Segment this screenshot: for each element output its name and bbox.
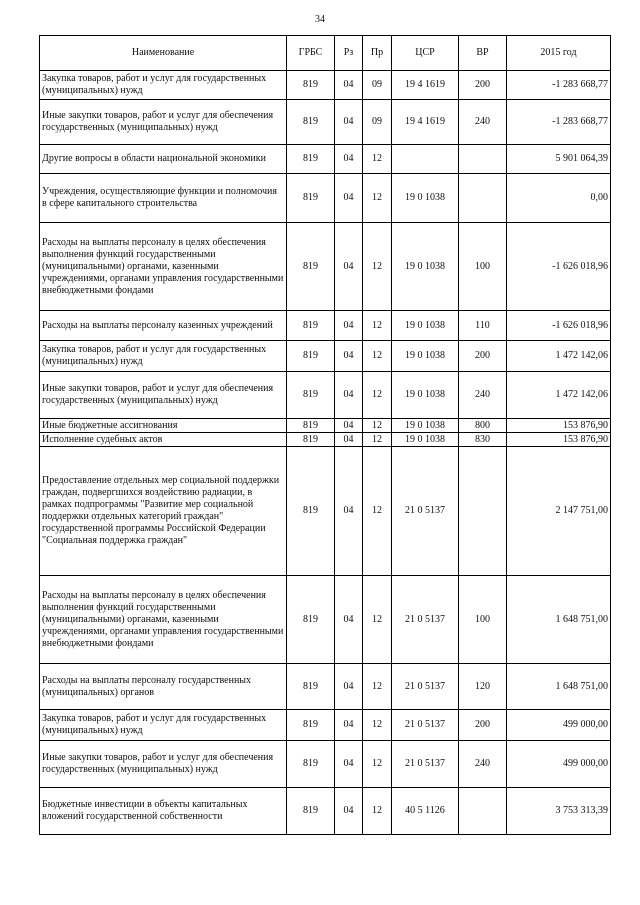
row-vr: 100 (459, 223, 507, 311)
row-amount: 1 472 142,06 (507, 372, 611, 419)
row-pr: 12 (363, 710, 392, 741)
table-row (40, 710, 611, 741)
table-row (40, 741, 611, 788)
row-vr (459, 788, 507, 835)
row-grbs: 819 (287, 341, 335, 372)
row-grbs: 819 (287, 664, 335, 710)
header-year: 2015 год (507, 36, 611, 71)
row-name: Иные закупки товаров, работ и услуг для обеспечения государственных (муниципальных) нужд (40, 100, 287, 145)
row-rz: 04 (335, 419, 363, 433)
header-row (40, 36, 611, 71)
table-row (40, 576, 611, 664)
header-csr: ЦСР (392, 36, 459, 71)
row-csr: 19 0 1038 (392, 341, 459, 372)
row-name: Закупка товаров, работ и услуг для государственных (муниципальных) нужд (40, 710, 287, 741)
header-name: Наименование (40, 36, 287, 71)
row-csr: 19 0 1038 (392, 223, 459, 311)
row-pr: 09 (363, 71, 392, 100)
row-rz: 04 (335, 433, 363, 447)
row-grbs: 819 (287, 223, 335, 311)
row-name: Иные закупки товаров, работ и услуг для обеспечения государственных (муниципальных) нужд (40, 741, 287, 788)
row-grbs: 819 (287, 71, 335, 100)
row-vr: 200 (459, 71, 507, 100)
row-amount: 1 648 751,00 (507, 664, 611, 710)
row-rz: 04 (335, 341, 363, 372)
row-csr: 40 5 1126 (392, 788, 459, 835)
table-row (40, 788, 611, 835)
row-csr: 21 0 5137 (392, 710, 459, 741)
row-amount: 499 000,00 (507, 710, 611, 741)
row-name: Исполнение судебных актов (40, 433, 287, 447)
row-csr: 19 4 1619 (392, 71, 459, 100)
row-name: Учреждения, осуществляющие функции и полномочия в сфере капитального строительства (40, 174, 287, 223)
row-name: Иные закупки товаров, работ и услуг для обеспечения государственных (муниципальных) нужд (40, 372, 287, 419)
row-vr: 110 (459, 311, 507, 341)
header-grbs: ГРБС (287, 36, 335, 71)
row-csr: 19 0 1038 (392, 372, 459, 419)
row-amount: 1 648 751,00 (507, 576, 611, 664)
row-amount: 499 000,00 (507, 741, 611, 788)
row-grbs: 819 (287, 419, 335, 433)
row-pr: 12 (363, 341, 392, 372)
row-pr: 12 (363, 741, 392, 788)
row-rz: 04 (335, 100, 363, 145)
row-name: Предоставление отдельных мер социальной поддержки граждан, подвергшихся воздействию радиации, в рамках подпрограммы "Развитие мер социальной поддержки отдельных категорий граждан" государственной программы Российской Федерации "Социальная поддержка граждан" (40, 447, 287, 576)
row-name: Бюджетные инвестиции в объекты капитальных вложений государственной собственности (40, 788, 287, 835)
row-pr: 12 (363, 174, 392, 223)
row-grbs: 819 (287, 174, 335, 223)
row-rz: 04 (335, 145, 363, 174)
row-rz: 04 (335, 664, 363, 710)
table-row (40, 447, 611, 576)
row-amount: 2 147 751,00 (507, 447, 611, 576)
row-name: Другие вопросы в области национальной экономики (40, 145, 287, 174)
row-csr: 21 0 5137 (392, 447, 459, 576)
table-row (40, 71, 611, 100)
row-rz: 04 (335, 576, 363, 664)
table-row (40, 419, 611, 433)
row-vr: 200 (459, 710, 507, 741)
table-row (40, 341, 611, 372)
row-pr: 12 (363, 433, 392, 447)
row-amount: 0,00 (507, 174, 611, 223)
row-amount: -1 626 018,96 (507, 223, 611, 311)
row-pr: 12 (363, 223, 392, 311)
header-rz: Рз (335, 36, 363, 71)
row-grbs: 819 (287, 447, 335, 576)
row-grbs: 819 (287, 372, 335, 419)
row-rz: 04 (335, 741, 363, 788)
row-vr: 200 (459, 341, 507, 372)
row-csr: 21 0 5137 (392, 664, 459, 710)
row-pr: 12 (363, 664, 392, 710)
row-pr: 12 (363, 576, 392, 664)
row-grbs: 819 (287, 710, 335, 741)
row-csr: 19 0 1038 (392, 433, 459, 447)
row-rz: 04 (335, 223, 363, 311)
row-csr: 21 0 5137 (392, 576, 459, 664)
row-pr: 12 (363, 372, 392, 419)
row-vr: 830 (459, 433, 507, 447)
header-pr: Пр (363, 36, 392, 71)
row-name: Иные бюджетные ассигнования (40, 419, 287, 433)
row-name: Расходы на выплаты персоналу государственных (муниципальных) органов (40, 664, 287, 710)
row-rz: 04 (335, 447, 363, 576)
row-vr: 100 (459, 576, 507, 664)
table-row (40, 145, 611, 174)
row-csr (392, 145, 459, 174)
row-vr (459, 174, 507, 223)
table-row (40, 223, 611, 311)
row-amount: 5 901 064,39 (507, 145, 611, 174)
row-csr: 21 0 5137 (392, 741, 459, 788)
row-vr (459, 447, 507, 576)
row-amount: 1 472 142,06 (507, 341, 611, 372)
header-vr: ВР (459, 36, 507, 71)
row-vr: 800 (459, 419, 507, 433)
row-grbs: 819 (287, 100, 335, 145)
row-grbs: 819 (287, 576, 335, 664)
row-csr: 19 0 1038 (392, 311, 459, 341)
row-name: Расходы на выплаты персоналу казенных учреждений (40, 311, 287, 341)
row-pr: 09 (363, 100, 392, 145)
row-pr: 12 (363, 447, 392, 576)
table-row (40, 311, 611, 341)
row-csr: 19 0 1038 (392, 174, 459, 223)
row-amount: -1 283 668,77 (507, 71, 611, 100)
row-pr: 12 (363, 788, 392, 835)
row-grbs: 819 (287, 788, 335, 835)
row-vr: 240 (459, 100, 507, 145)
row-grbs: 819 (287, 145, 335, 174)
row-rz: 04 (335, 71, 363, 100)
page-number: 34 (315, 14, 325, 25)
row-amount: 153 876,90 (507, 433, 611, 447)
row-vr: 240 (459, 741, 507, 788)
row-amount: 153 876,90 (507, 419, 611, 433)
row-vr: 240 (459, 372, 507, 419)
row-csr: 19 4 1619 (392, 100, 459, 145)
row-grbs: 819 (287, 433, 335, 447)
table-row (40, 372, 611, 419)
row-name: Расходы на выплаты персоналу в целях обеспечения выполнения функций государственными (муниципальными) органами, казенными учреждениями, органами управления государственными внебюджетными фондами (40, 576, 287, 664)
row-rz: 04 (335, 311, 363, 341)
table-row (40, 433, 611, 447)
row-rz: 04 (335, 174, 363, 223)
table-row (40, 664, 611, 710)
table-row (40, 174, 611, 223)
row-vr (459, 145, 507, 174)
row-amount: 3 753 313,39 (507, 788, 611, 835)
row-grbs: 819 (287, 311, 335, 341)
row-name: Закупка товаров, работ и услуг для государственных (муниципальных) нужд (40, 341, 287, 372)
row-amount: -1 283 668,77 (507, 100, 611, 145)
row-pr: 12 (363, 419, 392, 433)
row-name: Расходы на выплаты персоналу в целях обеспечения выполнения функций государственными (муниципальными) органами, казенными учреждениями, органами управления государственными внебюджетными фондами (40, 223, 287, 311)
table-row (40, 100, 611, 145)
row-name: Закупка товаров, работ и услуг для государственных (муниципальных) нужд (40, 71, 287, 100)
budget-table (39, 35, 611, 835)
row-amount: -1 626 018,96 (507, 311, 611, 341)
row-pr: 12 (363, 145, 392, 174)
row-pr: 12 (363, 311, 392, 341)
row-grbs: 819 (287, 741, 335, 788)
row-csr: 19 0 1038 (392, 419, 459, 433)
row-vr: 120 (459, 664, 507, 710)
row-rz: 04 (335, 372, 363, 419)
row-rz: 04 (335, 710, 363, 741)
row-rz: 04 (335, 788, 363, 835)
